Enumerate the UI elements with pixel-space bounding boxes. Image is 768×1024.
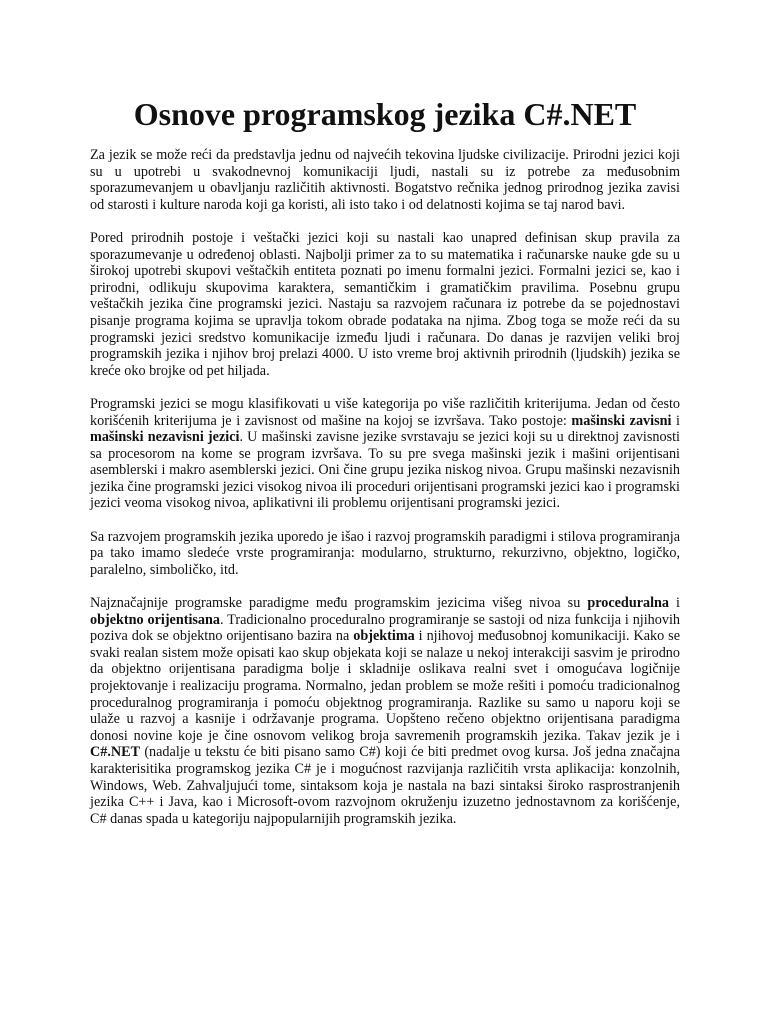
paragraph-artificial-languages: Pored prirodnih postoje i veštački jezici koji su nastali kao unapred definisan skup pravila za sporazumevanje u određenoj oblasti. Najbolji primer za to su matematika i računarske nauke gde su u širokoj upotrebi skupovi veštačkih entiteta poznati po imenu formalni jezici. Formalni jezici se, kao i prirodni, odlikuju skupovima karaktera, semantičkim i gramatičkim pravilima. Posebnu grupu veštačkih jezika čine programski jezici. Nastaju sa razvojem računara iz potrebe da se pojednostavi pisanje programa kojima se upravlja tokom obrade podataka na njima. Zbog toga se može reći da su programski jezici sredstvo komunikacije između ljudi i računara. Do danas je razvijen veliki broj programskih jezika i njihov broj prelazi 4000. U isto vreme broj aktivnih prirodnih (ljudskih) jezika se kreće oko brojke od pet hiljada.	[90, 229, 680, 379]
text-run: . U mašinski zavisne jezike svrstavaju se jezici koji su u direktnoj zavisnosti sa procesorom na kome se program izvršava. To su pre svega mašinski jezik i mašini orijentisani asemblerski i makro asemblerski jezici. Oni čine grupu jezika niskog nivoa. Grupu mašinski nezavisnih jezika čine programski jezici visokog nivoa ili proceduri orijentisani programski jezici kao i programski jezici veoma visokog nivoa, aplikativni ili problemu orijentisani programski jezici.	[90, 429, 680, 512]
bold-term-procedural: proceduralna	[587, 595, 670, 612]
bold-term-objects: objektima	[353, 628, 415, 645]
page-title: Osnove programskog jezika C#.NET	[133, 96, 637, 132]
paragraph-oop	[90, 595, 680, 827]
text-run: i	[669, 595, 680, 612]
paragraph-paradigms: Sa razvojem programskih jezika uporedo je išao i razvoj programskih paradigmi i stilova programiranja pa tako imamo sledeće vrste programiranja: modularno, strukturno, rekurzivno, objektno, logičko, paralelno, simboličko, itd.	[90, 528, 680, 578]
text-run: i njihovoj međusobnoj komunikaciji. Kako se svaki realan sistem može opisati kao skup objekata koji se nalaze u nekoj interakciji sasvim je prirodno da objektno orijentisana paradigma bolje i skladnije oslikava realni svet i omogućava logičnije projektovanje i realizaciju programa. Normalno, jedan problem se može rešiti i pomoću tradicionalnog proceduralnog programiranja i pomoću objektnog programiranja. Razlike su samo u naporu koji se ulaže u razvoj a kasnije i održavanje programa. Uopšteno rečeno objektno orijentisana paradigma donosi novine koje je čine osnovom velikog broja savremenih programskih jezika. Takav jezik je i	[90, 628, 680, 744]
text-run: Najznačajnije programske paradigme među programskim jezicima višeg nivoa su	[90, 595, 588, 612]
bold-term-machine-independent: mašinski nezavisni jezici	[90, 429, 240, 446]
text-run: (nadalje u tekstu će biti pisano samo C#) koji će biti predmet ovog kursa. Još jedna značajna karakterisitika programskog jezika C# je i mogućnost razvijanja različitih vrsta aplikacija: konzolnih, Windows, Web. Zahvaljujući tome, sintaksom koja je nastala na bazi sintaksi široko rasprostranjenih jezika C++ i Java, kao i Microsoft-ovom razvojnom okruženju izuzetno jednostavnom za korišćenje, C# danas spada u kategoriju najpopularnijih programskih jezika.	[90, 744, 680, 827]
document-page	[90, 0, 680, 827]
bold-term-object-oriented: objektno orijentisana	[90, 611, 220, 628]
text-run: . Tradicionalno proceduralno programiranje se sastoji od niza funkcija i njihovih poziva dok se objektno orijentisano bazira na	[90, 611, 680, 645]
paragraph-intro: Za jezik se može reći da predstavlja jednu od najvećih tekovina ljudske civilizacije. Prirodni jezici koji su u upotrebi u svakodnevnoj komunikaciji ljudi, nastali su iz potrebe za međusobnim sporazumevanjem u obavljanju različitih aktivnosti. Bogatstvo rečnika jednog prirodnog jezika zavisi od starosti i kulture naroda koji ga koristi, ali isto tako i od delatnosti kojima se taj narod bavi.	[90, 147, 680, 213]
bold-term-machine-dependent: mašinski zavisni	[571, 412, 672, 429]
bold-term-csharp-net: C#.NET	[90, 744, 141, 761]
paragraph-classification	[90, 396, 680, 512]
text-run: i	[671, 412, 680, 429]
text-run: Programski jezici se mogu klasifikovati u više kategorija po više različitih kriterijuma. Jedan od često korišćenih kriterijuma je i zavisnost od mašine na kojoj se izvršava. Tako postoje:	[90, 395, 680, 429]
